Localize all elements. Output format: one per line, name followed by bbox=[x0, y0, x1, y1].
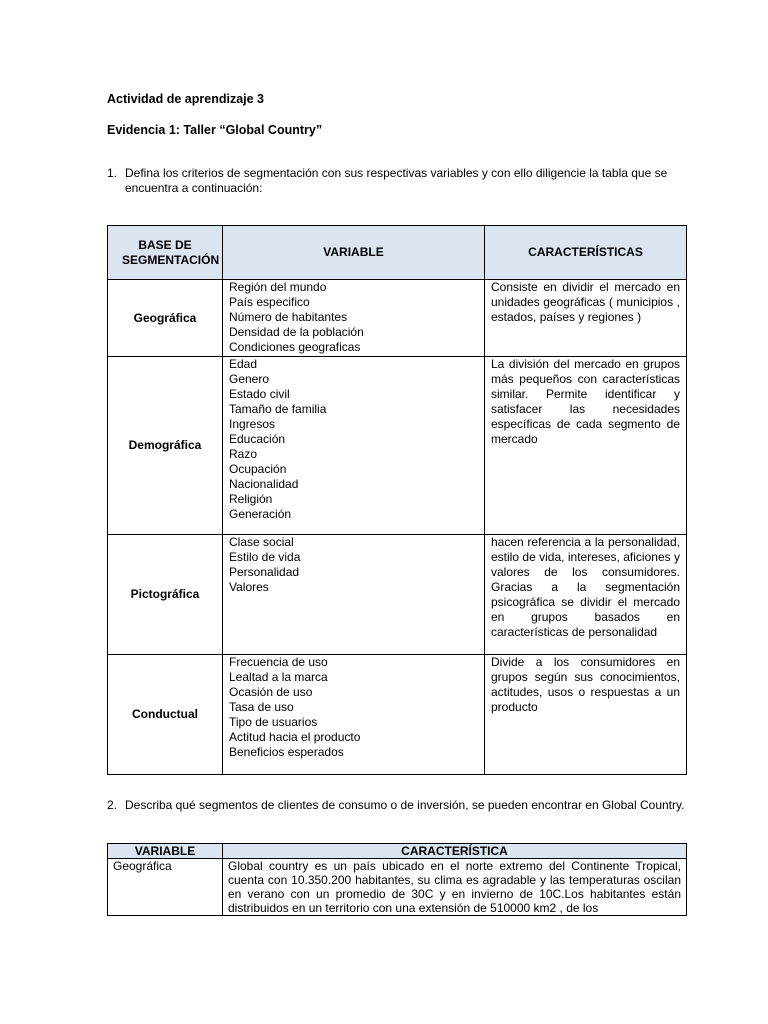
segment-variable: Geográfica bbox=[108, 859, 223, 916]
segment-variables bbox=[223, 357, 485, 535]
variable-item: Condiciones geograficas bbox=[229, 340, 361, 354]
variable-item: Razo bbox=[229, 447, 258, 461]
document-title: Actividad de aprendizaje 3 bbox=[107, 92, 264, 106]
variable-item: Valores bbox=[229, 580, 269, 594]
segments-table bbox=[107, 843, 687, 916]
variable-item: Clase social bbox=[229, 535, 294, 549]
header-caracteristica: CARACTERÍSTICA bbox=[223, 844, 687, 859]
table-row bbox=[108, 655, 687, 775]
header-variable: VARIABLE bbox=[223, 226, 485, 280]
header-variable: VARIABLE bbox=[108, 844, 223, 859]
variable-item: Educación bbox=[229, 432, 286, 446]
variable-item: Región del mundo bbox=[229, 280, 327, 294]
variable-item: Tipo de usuarios bbox=[229, 715, 318, 729]
document-subtitle: Evidencia 1: Taller “Global Country” bbox=[107, 123, 323, 137]
segment-variables bbox=[223, 280, 485, 357]
variable-item: Tasa de uso bbox=[229, 700, 294, 714]
segment-characteristic: Global country es un país ubicado en el norte extremo del Continente Tropical, cuenta con 10.350.200 habitantes, su clima es agradable y las temperaturas oscilan en verano con un promedio de 30C y en invierno de 10C.Los habitantes están distribuidos en un territorio con una extensión de 510000 km2 , de los bbox=[223, 859, 687, 916]
variable-item: Edad bbox=[229, 357, 258, 371]
question-2-number: 2. bbox=[107, 798, 118, 812]
variable-item: Ocasión de uso bbox=[229, 685, 313, 699]
variable-item: Lealtad a la marca bbox=[229, 670, 328, 684]
variable-item: Generación bbox=[229, 507, 292, 521]
segment-characteristics: hacen referencia a la personalidad, estilo de vida, intereses, aficiones y valores de los consumidores. Gracias a la segmentación psicográfica se dividir el mercado en grupos basados en características de personalidad bbox=[485, 535, 687, 655]
variable-item: Tamaño de familia bbox=[229, 402, 327, 416]
variable-item: Religión bbox=[229, 492, 273, 506]
question-1 bbox=[107, 166, 687, 196]
variable-item: Ingresos bbox=[229, 417, 276, 431]
segment-base: Pictográfica bbox=[108, 535, 223, 655]
table-row bbox=[108, 859, 687, 916]
segment-base: Demográfica bbox=[108, 357, 223, 535]
variable-item: Número de habitantes bbox=[229, 310, 348, 324]
header-base: BASE DE SEGMENTACIÓN bbox=[108, 226, 223, 280]
variable-item: Estado civil bbox=[229, 387, 290, 401]
table-row bbox=[108, 535, 687, 655]
table-row bbox=[108, 357, 687, 535]
question-1-text: Defina los criterios de segmentación con sus respectivas variables y con ello diligencie la tabla que se encuentra a continuación: bbox=[125, 166, 668, 195]
variable-item: Frecuencia de uso bbox=[229, 655, 328, 669]
variable-item: Actitud hacia el producto bbox=[229, 730, 361, 744]
question-2-text: Describa qué segmentos de clientes de consumo o de inversión, se pueden encontrar en Global Country. bbox=[125, 798, 685, 812]
variable-item: País especifico bbox=[229, 295, 310, 309]
question-2 bbox=[107, 798, 687, 813]
segment-characteristics: Consiste en dividir el mercado en unidades geográficas ( municipios , estados, países y regiones ) bbox=[485, 280, 687, 357]
variable-item: Personalidad bbox=[229, 565, 300, 579]
segment-variables bbox=[223, 655, 485, 775]
table-row bbox=[108, 280, 687, 357]
variable-item: Beneficios esperados bbox=[229, 745, 344, 759]
variable-item: Estilo de vida bbox=[229, 550, 301, 564]
table-header-row bbox=[108, 844, 687, 859]
segment-base: Geográfica bbox=[108, 280, 223, 357]
header-caracteristicas: CARACTERÍSTICAS bbox=[485, 226, 687, 280]
segment-characteristics: La división del mercado en grupos más pequeños con características similar. Permite identificar y satisfacer las necesidades específicas de cada segmento de mercado bbox=[485, 357, 687, 535]
variable-item: Ocupación bbox=[229, 462, 287, 476]
table-header-row bbox=[108, 226, 687, 280]
question-1-number: 1. bbox=[107, 166, 118, 180]
segment-base: Conductual bbox=[108, 655, 223, 775]
variable-item: Densidad de la población bbox=[229, 325, 364, 339]
segment-variables bbox=[223, 535, 485, 655]
variable-item: Nacionalidad bbox=[229, 477, 299, 491]
segment-characteristics: Divide a los consumidores en grupos según sus conocimientos, actitudes, usos o respuestas a un producto bbox=[485, 655, 687, 775]
variable-item: Genero bbox=[229, 372, 270, 386]
segmentation-table bbox=[107, 225, 687, 775]
